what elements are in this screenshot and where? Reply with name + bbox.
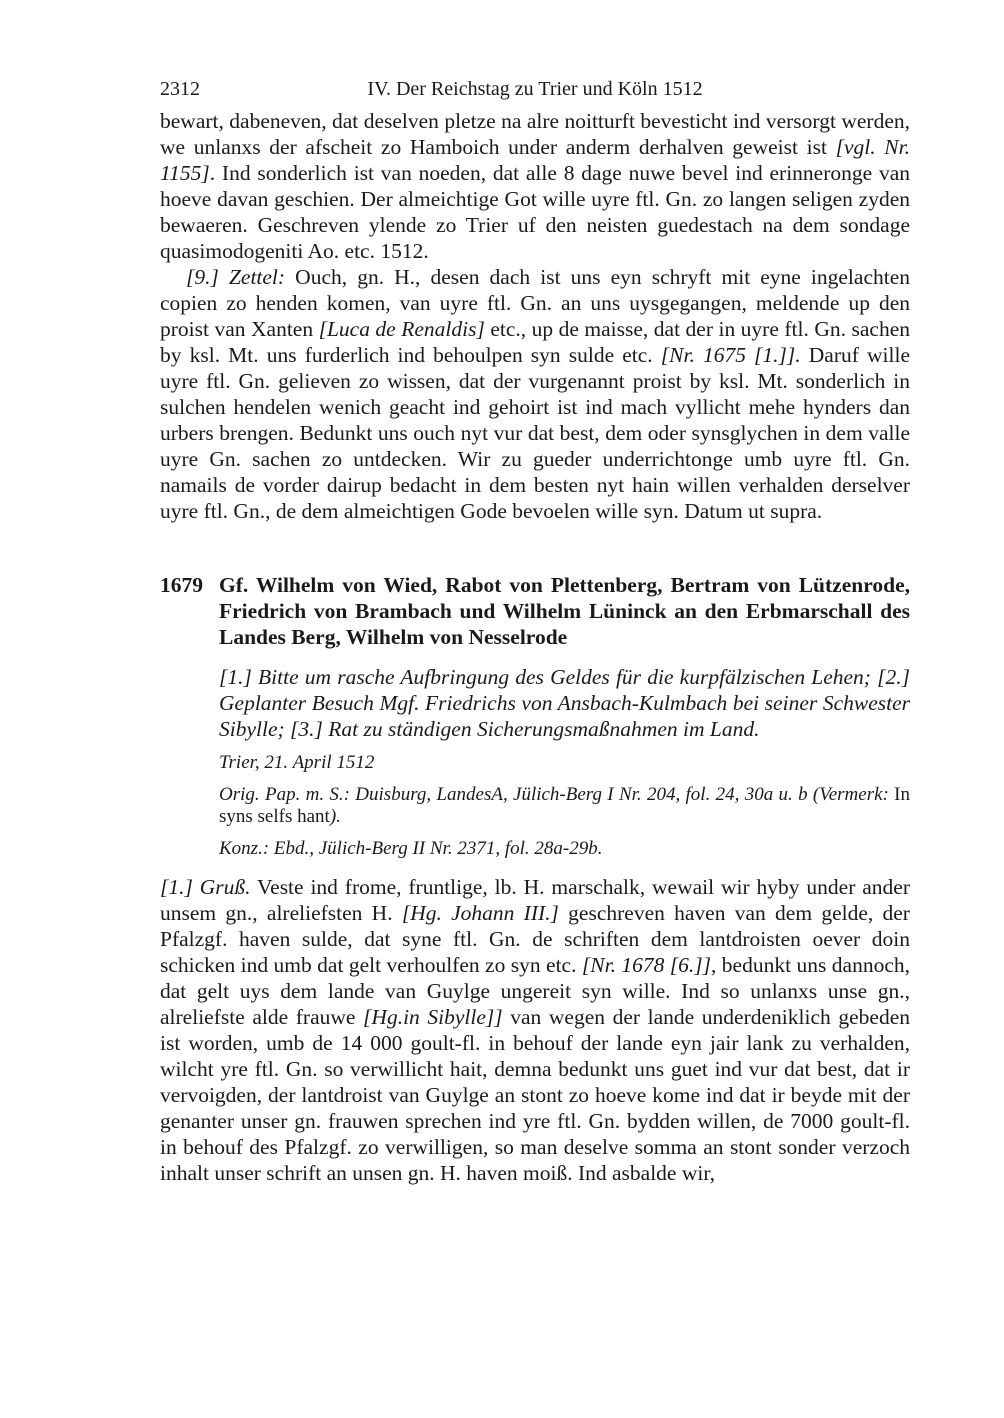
- text-run: , bedunkt uns dannoch, dat gelt uys dem lande van Guylge ungereit syn wille. Ind so unlanxs unse gn., alreliefste alde frauwe: [160, 953, 910, 1029]
- letter-continuation: [160, 108, 910, 524]
- paragraph-zettel: [160, 264, 910, 524]
- editorial-reference: [Luca de Renaldis]: [318, 317, 485, 341]
- text-run: geschreven haven van dem gelde, der Pfalzgf. haven sulde, dat syne ftl. Gn. de schriften dem lantdroisten oever doin schicken ind umb dat gelt verhoulfen zo syn etc.: [160, 901, 910, 977]
- editorial-reference: [Hg.in Sibylle]]: [363, 1005, 503, 1029]
- text-run: Daruf wille uyre ftl. Gn. gelieven zo wissen, dat der vurgenannt proist by ksl. Mt. sonderlich in sulchen hendelen wenich geacht ind gehoirt ist ind mach vyllicht mehe hynders dan urbers brengen. Bedunkt uns ouch nyt vur dat best, dem oder synsglychen in dem valle uyre Gn. sachen zo untdecken. Wir zu gueder underrichtonge umb uyre ftl. Gn. namails de vorder dairup bedacht in dem besten nyt hain willen verhalden derselver uyre ftl. Gn., de dem almeichtigen Gode bevoelen wille syn. Datum ut supra.: [160, 343, 910, 523]
- page-header: [160, 78, 910, 108]
- document-page: [160, 78, 910, 1186]
- section-label: [1.] Gruß.: [160, 875, 251, 899]
- text-run: Veste ind frome, fruntlige, lb. H. marschalk, wewail wir hyby under ander unsem gn., alreliefsten H.: [160, 875, 910, 925]
- document-regest: [1.] Bitte um rasche Aufbringung des Geldes für die kurpfälzischen Lehen; [2.] Geplanter Besuch Mgf. Friedrichs von Ansbach-Kulmbach bei seiner Schwester Sibylle; [3.] Rat zu ständigen Sicherungsmaßnahmen im Land.: [219, 665, 910, 741]
- text-run: In syns selfs hant: [219, 784, 910, 827]
- text-run: van wegen der lande underdeniklich gebeden ist worden, umb de 14 000 goult-fl. in behouf der lande eyn jair lank zu verhalden, wilcht yre ftl. Gn. so verwillicht hait, demna bedunkt uns guet ind vur dat best, dat ir vervoigden, der lantdroist van Guylge an stont zo hoeve kome ind dat ir beyde mit der genanter unser gn. frauwen sprechen ind yre ftl. Gn. bydden willen, de 7000 goult-fl. in behouf des Pfalzgf. zo verwilligen, so man deselve somma an stont sonder verzoch inhalt unser schrift an unsen gn. H. haven moiß. Ind asbalde wir,: [160, 1005, 910, 1185]
- section-label: [9.] Zettel:: [186, 265, 286, 289]
- text-run: Ouch, gn. H., desen dach ist uns eyn schryft mit eyne ingelachten copien zo henden komen, van uyre ftl. Gn. an uns uysgegangen, meldende up den proist van Xanten: [160, 265, 911, 341]
- document-date: Trier, 21. April 1512: [219, 752, 375, 773]
- editorial-reference: [Nr. 1675 [1.]].: [660, 343, 801, 367]
- source-draft: Konz.: Ebd., Jülich-Berg II Nr. 2371, fol. 28a-29b.: [219, 838, 603, 859]
- letter-body: [160, 874, 910, 1186]
- editorial-reference: [vgl. Nr. 1155]: [160, 135, 910, 185]
- paragraph-greeting: [160, 874, 910, 1186]
- text-run: Orig. Pap. m. S.: Duisburg, LandesA, Jülich-Berg I Nr. 204, fol. 24, 30a u. b (Vermerk:: [219, 784, 889, 805]
- text-run: . Ind sonderlich ist van noeden, dat alle 8 dage nuwe bevel ind erinneronge van hoeve davan geschien. Der almeichtige Got wille uyre ftl. Gn. zo langen seligen zyden bewaeren. Geschreven ylende zo Trier uf den neisten guedestach na dem sondage quasimodogeniti Ao. etc. 1512.: [160, 161, 910, 263]
- source-original: [219, 784, 910, 828]
- document-heading: [160, 572, 910, 650]
- document-number: 1679: [160, 573, 203, 597]
- text-run: bewart, dabeneven, dat deselven pletze na alre noitturft bevesticht ind versorgt werden, we unlanxs der afscheit zo Hamboich under anderm derhalven geweist ist: [160, 109, 910, 159]
- editorial-reference: [Hg. Johann III.]: [401, 901, 559, 925]
- text-run: etc., up de maisse, dat der in uyre ftl. Gn. sachen by ksl. Mt. uns furderlich ind behoulpen syn sulde etc.: [160, 317, 910, 367]
- editorial-reference: [Nr. 1678 [6.]]: [581, 953, 712, 977]
- page-number: 2312: [160, 78, 200, 100]
- document-title: Gf. Wilhelm von Wied, Rabot von Plettenberg, Bertram von Lützenrode, Friedrich von Brambach und Wilhelm Lüninck an den Erbmarschall des Landes Berg, Wilhelm von Nesselrode: [219, 573, 910, 649]
- paragraph-closing: [160, 108, 910, 264]
- text-run: ).: [329, 806, 341, 827]
- running-head: IV. Der Reichstag zu Trier und Köln 1512: [367, 78, 703, 100]
